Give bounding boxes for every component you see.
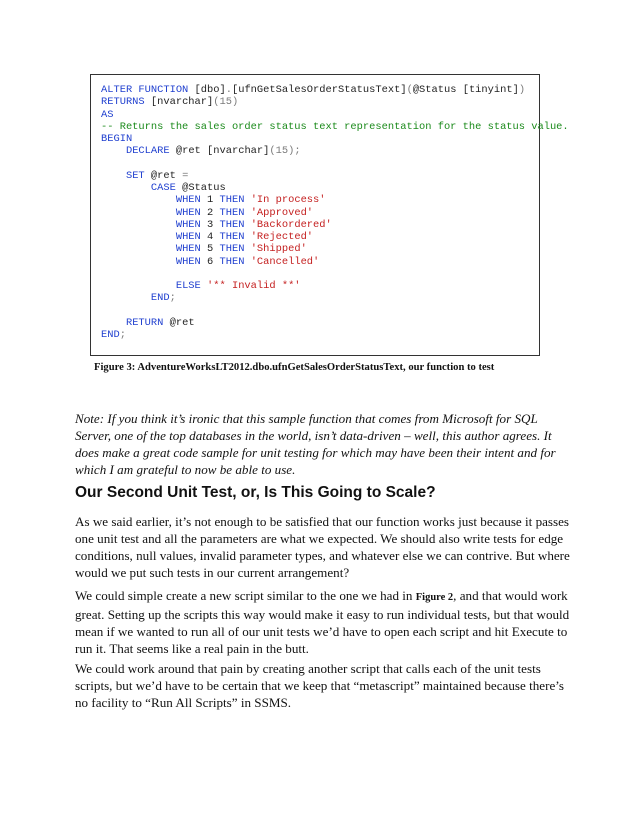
code-line [101,158,569,170]
code-token: AS [101,108,114,121]
code-token: (15); [269,145,301,158]
code-token [101,182,151,194]
body-paragraph-3: We could work around that pain by creating another script that calls each of the unit tests scripts, but we’d have to be certain that we keep that “metascript” maintained because there’s no facility to “Run All Scripts” in SSMS. [75,661,564,711]
note-paragraph: Note: If you think it’s ironic that this sample function that comes from Microsoft for SQL Server, one of the top databases in the world, isn’t data-driven – well, this author agrees. It does make a great code sample for unit testing for which may have been their intent and for which I am grateful to now be able to use. [75,411,556,478]
code-token: ) [518,84,526,96]
code-token: '** Invalid **' [207,280,301,292]
code-token: 3 [207,218,220,231]
code-listing [90,74,569,356]
code-token [101,219,176,231]
code-line [101,231,569,243]
code-token: . [225,84,232,96]
code-token: 'Backordered' [250,218,332,231]
code-token: RETURN [125,316,170,329]
code-token: 'Approved' [250,206,314,219]
code-token [101,194,176,206]
code-token: 'Rejected' [250,231,314,243]
code-token: @ret [175,145,208,158]
code-token: WHEN [175,218,208,231]
code-token: @Status [412,84,463,96]
code-line [101,170,569,182]
code-token [101,256,176,268]
code-token: 'In process' [250,194,326,207]
code-token [101,292,151,304]
code-token: WHEN [175,231,208,243]
code-token: THEN [219,218,251,231]
code-line [101,219,569,231]
code-line [101,121,569,133]
code-token: [ufnGetSalesOrderStatusText] [231,84,407,96]
body-paragraph-1: As we said earlier, it’s not enough to be satisfied that our function works just because it passes one unit test and all the parameters are what we expected. We should also write tests for edge conditions, null values, invalid parameter types, and whatever else we can contrive. But where would we put such tests in our current arrangement? [75,514,570,581]
code-token: WHEN [175,194,208,207]
code-token [101,280,176,292]
code-token: 'Shipped' [250,243,307,256]
code-token: END [101,329,120,341]
code-line [101,305,569,317]
code-line [101,292,569,304]
code-token: 2 [207,206,220,219]
code-line [101,96,569,108]
code-line [101,317,569,329]
code-token: ELSE [175,280,208,292]
code-token [101,231,176,243]
code-token: 1 [207,194,220,207]
code-token: @ret [150,169,183,182]
code-line [101,145,569,157]
code-token [101,317,126,329]
code-token: WHEN [175,206,208,219]
code-token: 'Cancelled' [250,255,320,268]
code-token: THEN [219,255,251,268]
code-token: ALTER FUNCTION [101,84,195,96]
code-token: [tinyint] [462,84,519,96]
code-line [101,194,569,206]
code-token: (15) [213,96,239,109]
code-token: -- Returns the sales order status text representation for the status value. [101,120,569,133]
paragraph-2-text-after: , and that would work great. Setting up the scripts this way would make it easy to run individual tests, but that would mean if we wanted to run all of our unit tests we’d have to open each script and hit Execute to run it. That seems like a real pain in the butt. [75,588,570,657]
code-token: DECLARE [125,145,176,158]
code-token: CASE [150,182,183,194]
code-line [101,84,569,96]
code-line [101,268,569,280]
code-line [101,182,569,194]
code-token: 6 [207,255,220,268]
code-token: = [182,169,189,182]
code-token: WHEN [175,243,208,256]
code-line [101,256,569,268]
code-token: END [150,292,170,305]
code-line [101,329,569,341]
code-token: @ret [169,316,195,329]
code-token [101,145,126,157]
code-token: THEN [219,231,251,243]
code-line [101,109,569,121]
code-token [101,170,126,182]
code-token [101,243,176,255]
figure-caption: Figure 3: AdventureWorksLT2012.dbo.ufnGetSalesOrderStatusText, our function to test [94,362,495,373]
code-line [101,207,569,219]
code-token: [nvarchar] [150,96,214,109]
code-token: [nvarchar] [207,145,270,158]
code-token: @Status [182,182,226,194]
code-token [101,207,176,219]
code-token: WHEN [175,255,208,268]
code-line [101,243,569,255]
code-token: SET [125,169,151,182]
code-token: BEGIN [101,133,133,145]
section-heading: Our Second Unit Test, or, Is This Going to Scale? [75,484,436,501]
paragraph-2-text-before: We could simple create a new script similar to the one we had in [75,588,416,603]
code-line [101,280,569,292]
code-lines [101,84,569,341]
code-token: THEN [219,243,251,256]
code-line [101,133,569,145]
code-token: 4 [207,231,220,243]
code-token: 5 [207,243,220,256]
body-paragraph-2 [75,587,575,657]
code-token: RETURNS [101,96,151,109]
code-token: ( [406,84,413,96]
code-token: ; [119,329,126,341]
code-token: ; [169,292,176,305]
code-token: THEN [219,206,251,219]
code-token: THEN [219,194,251,207]
code-token: [dbo] [194,84,226,96]
figure-reference: Figure 2 [415,592,454,603]
